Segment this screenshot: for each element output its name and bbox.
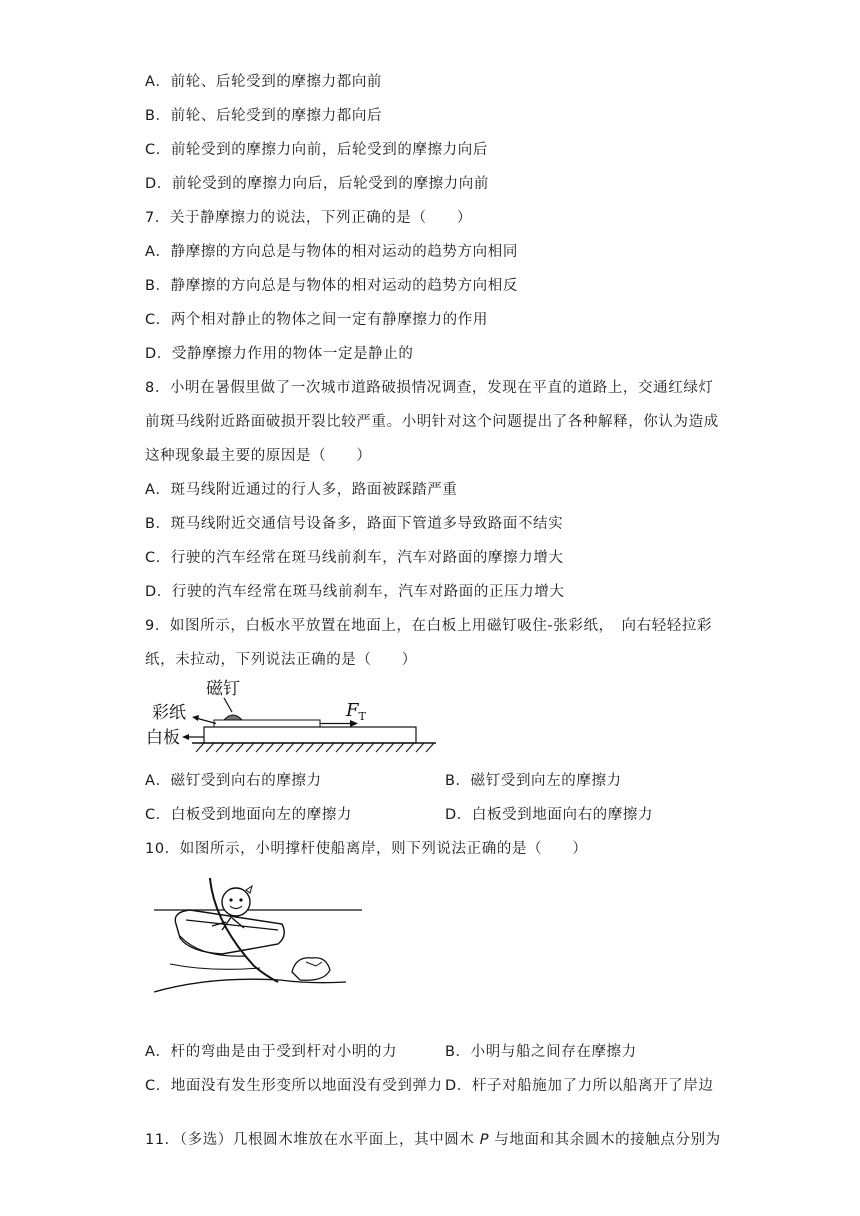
q7-stem: 7．关于静摩擦力的说法，下列正确的是（ ） — [145, 210, 472, 226]
q7-option-c: C．两个相对静止的物体之间一定有静摩擦力的作用 — [145, 312, 488, 328]
ground-hatching — [196, 743, 434, 752]
q6-option-c: C．前轮受到的摩擦力向前，后轮受到的摩擦力向后 — [145, 142, 488, 158]
water-ripple — [170, 964, 260, 969]
q10-stem: 10．如图所示，小明撑杆使船离岸，则下列说法正确的是（ ） — [145, 841, 588, 857]
magnet-label-pointer — [224, 698, 232, 712]
q9-label-paper: 彩纸 — [152, 703, 186, 723]
q10-figure — [150, 872, 370, 1002]
q9-option-d: D．白板受到地面向右的摩擦力 — [445, 807, 654, 823]
q11-variable-p: P — [479, 1132, 490, 1148]
paper-shape — [214, 720, 320, 727]
child-head — [222, 888, 250, 916]
q9-label-magnet: 磁钉 — [206, 679, 240, 699]
q8-option-d: D．行驶的汽车经常在斑马线前刹车，汽车对路面的正压力增大 — [145, 584, 565, 600]
q8-option-c: C．行驶的汽车经常在斑马线前刹车，汽车对路面的摩擦力增大 — [145, 550, 564, 566]
q9-label-board: 白板 — [146, 728, 180, 748]
q6-option-d: D．前轮受到的摩擦力向后，后轮受到的摩擦力向前 — [145, 176, 489, 192]
q8-option-a: A．斑马线附近通过的行人多，路面被踩踏严重 — [145, 482, 458, 498]
q7-option-d: D．受静摩擦力作用的物体一定是静止的 — [145, 346, 414, 362]
magnet-shape — [224, 715, 242, 720]
q6-option-a: A．前轮、后轮受到的摩擦力都向前 — [145, 74, 383, 90]
board-shape — [204, 727, 416, 743]
q10-option-b: B．小明与船之间存在摩擦力 — [445, 1044, 637, 1060]
board-pointer-arrowhead — [182, 734, 189, 740]
shore-rock — [292, 958, 330, 981]
paper-pointer-arrowhead — [192, 715, 199, 721]
q8-stem-line-3: 这种现象最主要的原因是（ ） — [145, 448, 372, 464]
q9-option-a: A．磁钉受到向右的摩擦力 — [145, 773, 322, 789]
pull-force-arrowhead — [350, 720, 358, 727]
q7-option-b: B．静摩擦的方向总是与物体的相对运动的趋势方向相反 — [145, 278, 518, 294]
q9-figure — [140, 676, 450, 754]
force-symbol: $F_T$ — [346, 700, 366, 723]
q9-diagram — [140, 676, 450, 754]
q9-option-c: C．白板受到地面向左的摩擦力 — [145, 807, 353, 823]
q10-boat-diagram — [150, 872, 370, 1002]
q11-stem-prefix: 11．（多选）几根圆木堆放在水平面上，其中圆木 — [145, 1132, 480, 1148]
q9-stem-line-1: 9．如图所示，白板水平放置在地面上，在白板上用磁钉吸住-张彩纸， 向右轻轻拉彩 — [145, 618, 713, 634]
child-hair-bow — [246, 886, 252, 893]
q10-option-d: D．杆子对船施加了力所以船离开了岸边 — [445, 1078, 714, 1094]
q6-option-b: B．前轮、后轮受到的摩擦力都向后 — [145, 108, 383, 124]
q7-option-a: A．静摩擦的方向总是与物体的相对运动的趋势方向相同 — [145, 244, 518, 260]
q10-option-c: C．地面没有发生形变所以地面没有受到弹力 — [145, 1078, 443, 1094]
q9-option-b: B．磁钉受到向左的摩擦力 — [445, 773, 622, 789]
q8-option-b: B．斑马线附近交通信号设备多，路面下管道多导致路面不结实 — [145, 516, 564, 532]
q10-option-a: A．杆的弯曲是由于受到杆对小明的力 — [145, 1044, 398, 1060]
q11-stem — [145, 1130, 721, 1150]
child-eye-left — [229, 898, 232, 901]
paper-label-pointer — [196, 718, 216, 724]
q9-stem-line-2: 纸，未拉动，下列说法正确的是（ ） — [145, 652, 417, 668]
river-bank — [154, 979, 346, 992]
q8-stem-line-2: 前斑马线附近路面破损开裂比较严重。小明针对这个问题提出了各种解释，你认为造成 — [145, 414, 719, 430]
child-eye-right — [239, 898, 242, 901]
q11-stem-suffix: 与地面和其余圆木的接触点分别为 — [489, 1132, 721, 1148]
q8-stem-line-1: 8．小明在暑假里做了一次城市道路破损情况调查，发现在平直的道路上，交通红绿灯 — [145, 380, 714, 396]
boat-hull — [175, 910, 284, 954]
